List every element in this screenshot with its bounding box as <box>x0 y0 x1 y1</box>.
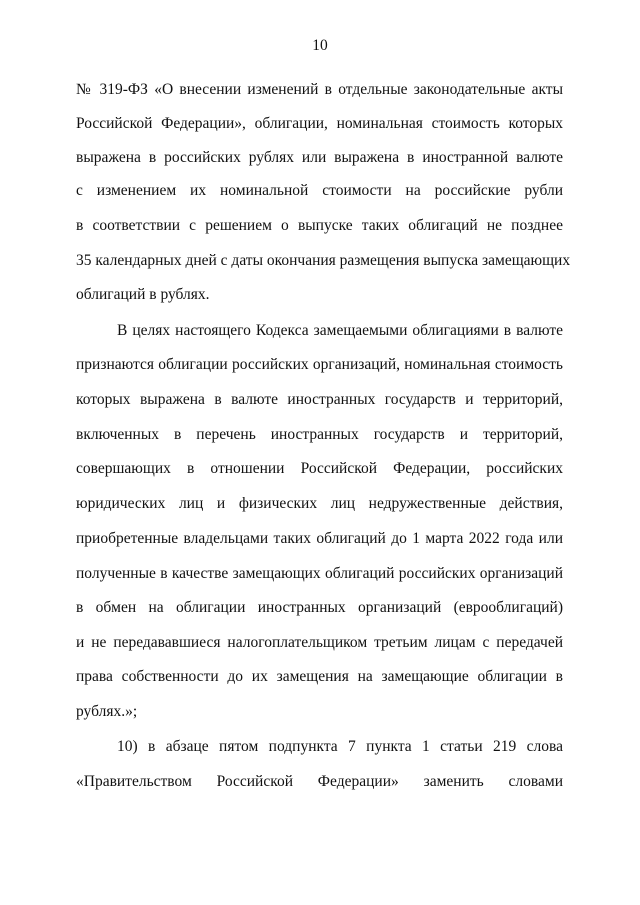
paragraph-line: приобретенные владельцами таких облигаций до 1 марта 2022 года или <box>76 530 563 547</box>
paragraph-line: юридических лиц и физических лиц недружественные действия, <box>76 495 563 512</box>
paragraph-line: рублях.»; <box>76 703 138 720</box>
paragraph-line: с изменением их номинальной стоимости на российские рубли <box>76 182 563 199</box>
paragraph-line: признаются облигации российских организаций, номинальная стоимость <box>76 356 563 373</box>
paragraph-line: облигаций в рублях. <box>76 286 210 303</box>
paragraph-line: Российской Федерации», облигации, номинальная стоимость которых <box>76 115 563 132</box>
paragraph-line: полученные в качестве замещающих облигаций российских организаций <box>76 565 563 582</box>
paragraph-line: в обмен на облигации иностранных организаций (еврооблигаций) <box>76 599 563 616</box>
paragraph-line: совершающих в отношении Российской Федерации, российских <box>76 460 563 477</box>
paragraph-line: В целях настоящего Кодекса замещаемыми облигациями в валюте <box>117 322 563 339</box>
paragraph-line: которых выражена в валюте иностранных государств и территорий, <box>76 391 563 408</box>
paragraph-line: «Правительством Российской Федерации» заменить словами <box>76 773 563 790</box>
paragraph-line: права собственности до их замещения на замещающие облигации в <box>76 668 563 685</box>
paragraph-line: в соответствии с решением о выпуске таких облигаций не позднее <box>76 217 563 234</box>
page-number: 10 <box>312 37 328 54</box>
paragraph-line: 35 календарных дней с даты окончания размещения выпуска замещающих <box>76 252 571 269</box>
paragraph-line: 10) в абзаце пятом подпункта 7 пункта 1 статьи 219 слова <box>117 738 563 755</box>
paragraph-line: № 319-ФЗ «О внесении изменений в отдельные законодательные акты <box>76 81 563 98</box>
paragraph-line: выражена в российских рублях или выражена в иностранной валюте <box>76 149 563 166</box>
paragraph-line: включенных в перечень иностранных государств и территорий, <box>76 426 563 443</box>
paragraph-line: и не передававшиеся налогоплательщиком третьим лицам с передачей <box>76 634 563 651</box>
